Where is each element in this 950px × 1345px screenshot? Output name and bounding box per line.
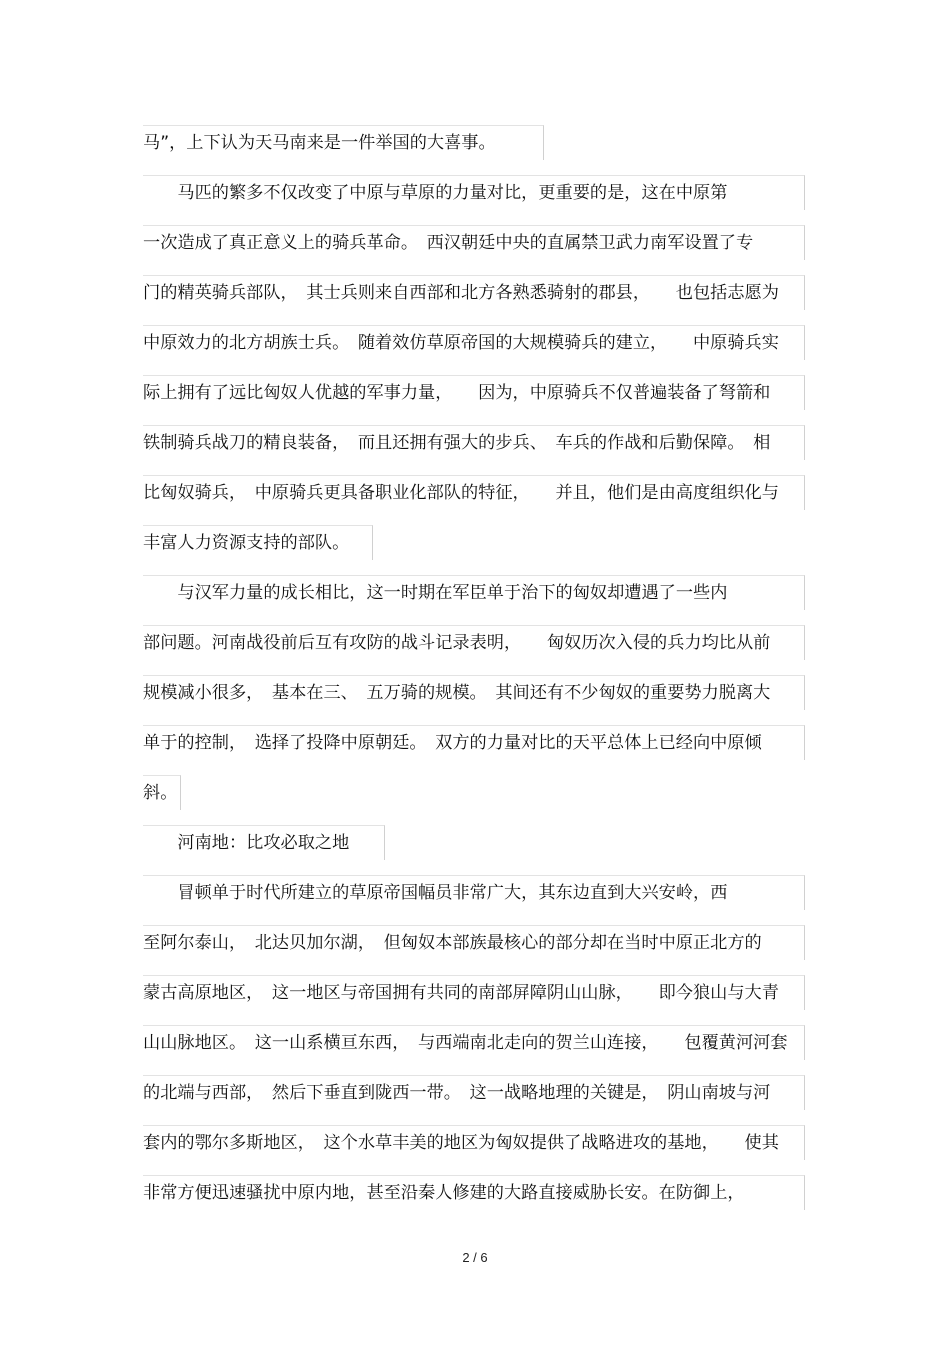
section-heading: 河南地：比攻必取之地 [143, 833, 350, 853]
text-line: 斜。 [143, 783, 178, 803]
text-line: 山山脉地区。 这一山系横亘东西， 与西端南北走向的贺兰山连接， 包覆黄河河套 [143, 1033, 788, 1053]
text-line: 蒙古高原地区， 这一地区与帝国拥有共同的南部屏障阴山山脉， 即今狼山与大青 [143, 983, 779, 1003]
text-line: 冒顿单于时代所建立的草原帝国幅员非常广大，其东边直到大兴安岭，西 [143, 883, 728, 903]
text-line: 马”，上下认为天马南来是一件举国的大喜事。 [143, 133, 496, 153]
text-line: 部问题。河南战役前后互有攻防的战斗记录表明， 匈奴历次入侵的兵力均比从前 [143, 633, 771, 653]
text-line: 门的精英骑兵部队， 其士兵则来自西部和北方各熟悉骑射的郡县， 也包括志愿为 [143, 283, 779, 303]
text-line: 一次造成了真正意义上的骑兵革命。 西汉朝廷中央的直属禁卫武力南军设置了专 [143, 233, 754, 253]
text-line: 马匹的繁多不仅改变了中原与草原的力量对比，更重要的是，这在中原第 [143, 183, 728, 203]
text-line: 丰富人力资源支持的部队。 [143, 533, 350, 553]
text-line: 至阿尔泰山， 北达贝加尔湖， 但匈奴本部族最核心的部分却在当时中原正北方的 [143, 933, 762, 953]
text-line: 单于的控制， 选择了投降中原朝廷。 双方的力量对比的天平总体上已经向中原倾 [143, 733, 762, 753]
text-line: 套内的鄂尔多斯地区， 这个水草丰美的地区为匈奴提供了战略进攻的基地， 使其 [143, 1133, 779, 1153]
text-line: 规模减小很多， 基本在三、 五万骑的规模。 其间还有不少匈奴的重要势力脱离大 [143, 683, 771, 703]
text-line: 中原效力的北方胡族士兵。 随着效仿草原帝国的大规模骑兵的建立， 中原骑兵实 [143, 333, 779, 353]
page-number: 2 / 6 [462, 1250, 488, 1265]
text-line: 铁制骑兵战刀的精良装备， 而且还拥有强大的步兵、 车兵的作战和后勤保障。 相 [143, 433, 771, 453]
text-line: 与汉军力量的成长相比，这一时期在军臣单于治下的匈奴却遭遇了一些内 [143, 583, 728, 603]
text-line: 非常方便迅速骚扰中原内地，甚至沿秦人修建的大路直接威胁长安。在防御上， [143, 1183, 745, 1203]
text-line: 比匈奴骑兵， 中原骑兵更具备职业化部队的特征， 并且，他们是由高度组织化与 [143, 483, 779, 503]
text-line: 际上拥有了远比匈奴人优越的军事力量， 因为，中原骑兵不仅普遍装备了弩箭和 [143, 383, 771, 403]
text-line: 的北端与西部， 然后下垂直到陇西一带。 这一战略地理的关键是， 阴山南坡与河 [143, 1083, 771, 1103]
